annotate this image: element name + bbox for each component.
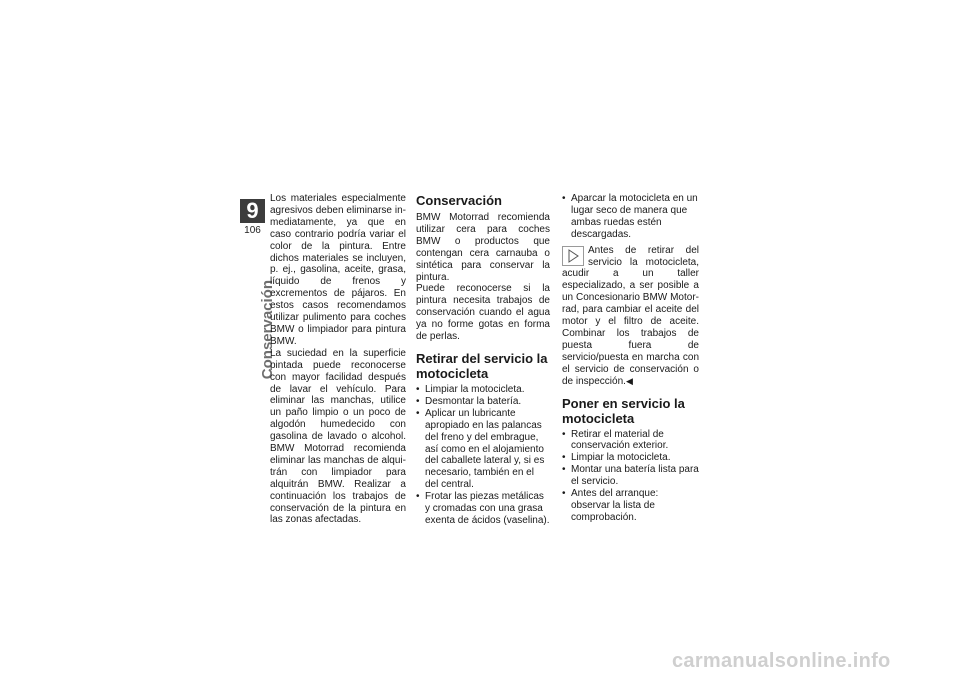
bullet-list <box>562 429 699 524</box>
notice-block <box>562 245 699 388</box>
chapter-side-title: Conservación <box>259 280 276 380</box>
paragraph: Puede reconocerse si la pintura necesita trabajos de conservación cuando el agua ya no forme gotas en forma de perlas. <box>416 283 550 343</box>
watermark: carmanualsonline.info <box>672 650 891 672</box>
paragraph: BMW Motorrad recomienda utilizar cera para coches BMW o productos que contengan cera carnauba o sintética para conservar la pintura. <box>416 212 550 283</box>
list-item: • Limpiar la motocicleta. <box>416 384 550 396</box>
page-number: 106 <box>244 225 261 236</box>
list-item: • Aparcar la motocicleta en un lugar seco de manera que ambas ruedas estén descargadas. <box>562 193 699 241</box>
section-heading-conservacion: Conservación <box>416 193 502 208</box>
chapter-number: 9 <box>240 199 265 223</box>
notice-text: Antes de retirar del servicio la motocicleta, acudir a un taller especializado, a ser posible a un Concesionario BMW Motorrad, para cambiar el aceite del motor y el filtro de aceite. Combinar los trabajos de puesta fuera de servicio/puesta en marcha con el servicio de conservación o de inspección. <box>562 244 699 387</box>
column-2 <box>416 193 550 527</box>
paragraph: La suciedad en la superficie pintada puede reconocerse con mayor facilidad después de lavar el vehículo. Para eliminar las manchas, utilice un paño limpio o un poco de algodón humedecido con gasolina de lavado o alcohol. BMW Motorrad recomienda eliminar las manchas de alquitrán con limpiador para alquitrán BMW. Realizar a continuación los trabajos de conservación de la pintura en las zonas afectadas. <box>270 347 406 526</box>
paragraph: Los materiales especialmente agresivos deben eliminarse inmediatamente, ya que en caso contrario podría variar el color de la pintura. Entre dichos materiales se incluyen, p. ej., gasolina, aceite, grasa, líquido de frenos y excrementos de pájaros. En estos casos recomendamos utilizar pulimento para coches BMW o limpiador para pintura BMW. <box>270 193 406 347</box>
list-item: • Retirar el material de conservación exterior. <box>562 429 699 453</box>
end-mark-icon: ◀ <box>625 375 633 386</box>
list-item: • Montar una batería lista para el servicio. <box>562 464 699 488</box>
list-item: • Antes del arranque: observar la lista de comprobación. <box>562 488 699 524</box>
list-item: • Frotar las piezas metálicas y cromadas con una grasa exenta de ácidos (vaselina). <box>416 491 550 527</box>
section-heading-poner: Poner en servicio la motocicleta <box>562 395 685 426</box>
column-1 <box>270 193 406 526</box>
bullet-list <box>562 193 699 241</box>
section-heading-retirar: Retirar del servicio la motocicleta <box>416 350 548 381</box>
list-item: • Aplicar un lubricante apropiado en las palancas del freno y del embrague, así como en el alojamiento del caballete lateral y, si es necesario, también en el del central. <box>416 408 550 491</box>
notice-triangle-icon <box>562 246 584 266</box>
bullet-list <box>416 384 550 527</box>
column-3 <box>562 193 699 524</box>
list-item: • Limpiar la motocicleta. <box>562 452 699 464</box>
list-item: • Desmontar la batería. <box>416 396 550 408</box>
